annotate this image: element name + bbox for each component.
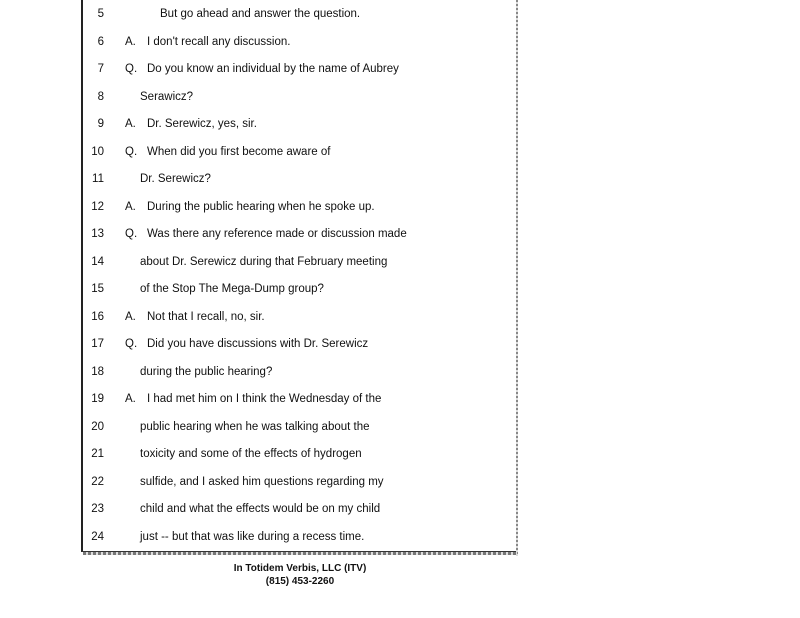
- line-text: Dr. Serewicz?: [140, 173, 211, 185]
- speaker-label: Q.: [125, 145, 138, 158]
- speaker-label: A.: [125, 118, 136, 130]
- line-number: 5: [97, 8, 104, 20]
- line-number: 8: [97, 90, 104, 103]
- speaker-label: Q.: [125, 228, 138, 240]
- line-text: public hearing when he was talking about the: [140, 420, 370, 433]
- line-text: toxicity and some of the effects of hydrogen: [140, 448, 362, 460]
- transcript-line: [0, 359, 520, 386]
- line-number: 14: [91, 255, 104, 268]
- line-number: 17: [91, 338, 104, 350]
- speaker-label: A.: [125, 393, 136, 405]
- line-number: 9: [97, 118, 104, 130]
- line-text: I had met him on I think the Wednesday of the: [147, 393, 382, 405]
- line-text: Did you have discussions with Dr. Serewicz: [147, 338, 369, 350]
- line-number: 24: [91, 530, 104, 543]
- transcript-line: [0, 56, 520, 83]
- footer-company: In Totidem Verbis, LLC (ITV): [233, 563, 367, 574]
- line-text: Not that I recall, no, sir.: [147, 310, 265, 323]
- line-text: of the Stop The Mega-Dump group?: [140, 283, 324, 295]
- line-text: During the public hearing when he spoke up.: [147, 200, 375, 213]
- line-number: 20: [91, 420, 104, 433]
- transcript-line: [0, 249, 520, 276]
- line-text: sulfide, and I asked him questions regarding my: [140, 475, 384, 488]
- speaker-label: Q.: [125, 63, 138, 75]
- line-text: during the public hearing?: [140, 365, 273, 378]
- transcript-line: [0, 441, 520, 468]
- line-text: Serawicz?: [140, 90, 194, 103]
- speaker-label: A.: [125, 310, 136, 323]
- transcript-line: [0, 414, 520, 441]
- transcript-line: [0, 221, 520, 248]
- line-number: 15: [91, 283, 104, 295]
- footer-phone: (815) 453-2260: [265, 576, 335, 587]
- line-text: But go ahead and answer the question.: [160, 8, 361, 20]
- line-text: When did you first become aware of: [147, 145, 331, 158]
- line-number: 23: [91, 503, 104, 515]
- speaker-label: Q.: [125, 338, 138, 350]
- line-text: just -- but that was like during a recess time.: [140, 530, 365, 543]
- transcript-line: [0, 84, 520, 111]
- line-number: 22: [91, 475, 104, 488]
- transcript-line: [0, 331, 520, 358]
- transcript-line: [0, 276, 520, 303]
- line-number: 21: [91, 448, 104, 460]
- line-number: 18: [91, 365, 104, 378]
- transcript-line: [0, 194, 520, 221]
- page-edge-bottom: [83, 552, 517, 555]
- line-text: about Dr. Serewicz during that February meeting: [140, 255, 388, 268]
- line-text: Was there any reference made or discussion made: [147, 228, 407, 240]
- transcript-line: [0, 496, 520, 523]
- line-text: I don't recall any discussion.: [147, 35, 291, 48]
- transcript-line: [0, 166, 520, 193]
- speaker-label: A.: [125, 200, 136, 213]
- line-number: 6: [97, 35, 104, 48]
- line-number: 11: [92, 173, 104, 185]
- transcript-line: [0, 111, 520, 138]
- transcript-line: [0, 524, 520, 551]
- line-number: 19: [91, 393, 104, 405]
- line-text: child and what the effects would be on my child: [140, 503, 381, 515]
- transcript-line: [0, 1, 520, 28]
- line-number: 10: [91, 145, 104, 158]
- line-text: Dr. Serewicz, yes, sir.: [147, 118, 257, 130]
- transcript-line: [0, 304, 520, 331]
- line-number: 13: [91, 228, 104, 240]
- line-text: Do you know an individual by the name of Aubrey: [147, 63, 399, 75]
- transcript-line: [0, 469, 520, 496]
- line-number: 7: [97, 63, 104, 75]
- line-number: 12: [91, 200, 104, 213]
- speaker-label: A.: [125, 35, 136, 48]
- transcript-line: [0, 139, 520, 166]
- transcript-line: [0, 386, 520, 413]
- transcript-line: [0, 29, 520, 56]
- line-number: 16: [91, 310, 104, 323]
